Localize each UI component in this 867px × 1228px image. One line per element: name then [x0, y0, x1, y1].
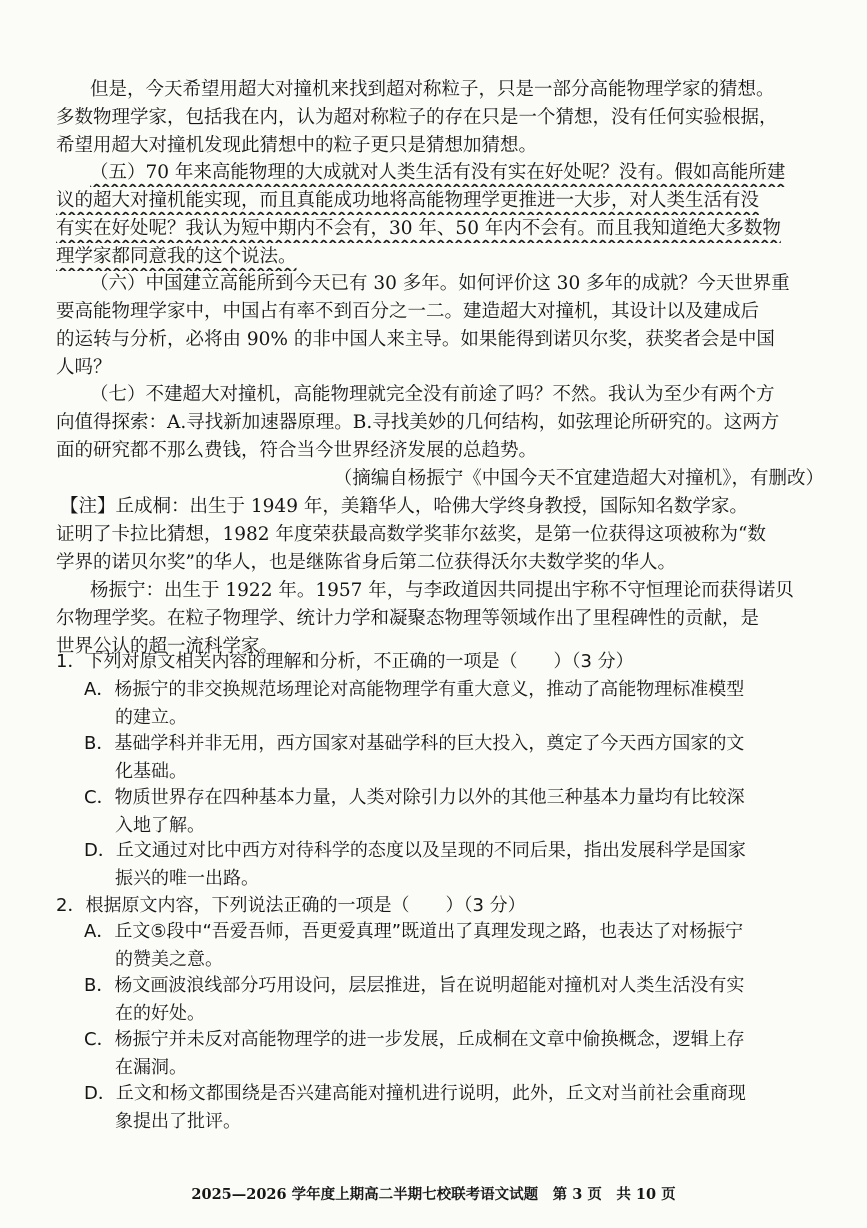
q2-option-d-cont: 象提出了批评。 [115, 1111, 241, 1132]
q2-option-a-cont: 的赞美之意。 [115, 949, 223, 970]
page-footer: 2025—2026 学年度上期高二半期七校联考语文试题 第 3 页 共 10 页 [191, 1186, 676, 1203]
note-line: 尔物理学奖。在粒子物理学、统计力学和凝聚态物理等领域作出了里程碑性的贡献，是 [56, 608, 760, 629]
question-2-stem: 2．根据原文内容，下列说法正确的一项是（ ）（3 分） [56, 895, 526, 916]
question-1-stem: 1．下列对原文相关内容的理解和分析，不正确的一项是（ ）（3 分） [56, 651, 634, 672]
q1-option-b-cont: 化基础。 [115, 761, 187, 782]
paragraph-line: 希望用超大对撞机发现此猜想中的粒子更只是猜想加猜想。 [56, 135, 538, 156]
q1-option-c-cont: 入地了解。 [115, 815, 205, 836]
paragraph-line: 向值得探索：A.寻找新加速器原理。B.寻找美妙的几何结构，如弦理论所研究的。这两方 [56, 412, 780, 433]
q2-option-c-cont: 在漏洞。 [115, 1057, 187, 1078]
q2-option-a: A．丘文⑤段中“吾爱吾师，吾更爱真理”既道出了真理发现之路，也表达了对杨振宁 [84, 921, 744, 942]
paragraph-line: 的运转与分析，必将由 90% 的非中国人来主导。如果能得到诺贝尔奖，获奖者会是中国 [56, 329, 775, 350]
wavy-underlined-line: 议的超大对撞机能实现，而且真能成功地将高能物理学更推进一大步，对人类生活有没 [56, 190, 760, 211]
q1-option-a-cont: 的建立。 [115, 707, 187, 728]
note-line: 【注】丘成桐：出生于 1949 年，美籍华人，哈佛大学终身教授，国际知名数学家。 [60, 496, 748, 517]
q2-option-d: D．丘文和杨文都围绕是否兴建高能对撞机进行说明，此外，丘文对当前社会重商现 [84, 1083, 746, 1104]
q2-option-b-cont: 在的好处。 [115, 1003, 205, 1024]
wavy-underlined-line: （五）70 年来高能物理的大成就对人类生活有没有实在好处呢？没有。假如高能所建 [90, 162, 786, 183]
note-line: 证明了卡拉比猜想，1982 年度荣获最高数学奖菲尔兹奖，是第一位获得这项被称为“数 [56, 524, 766, 545]
wavy-underlined-line: 理学家都同意我的这个说法。 [56, 246, 297, 267]
wavy-underlined-line: 有实在好处呢？我认为短中期内不会有，30 年、50 年内不会有。而且我知道绝大多数物 [56, 218, 781, 239]
paragraph-line: （六）中国建立高能所到今天已有 30 多年。如何评价这 30 多年的成就？今天世界重 [90, 273, 790, 294]
note-line: 杨振宁：出生于 1922 年。1957 年，与李政道因共同提出宇称不守恒理论而获得诺贝 [90, 580, 794, 601]
note-line: 学界的诺贝尔奖”的华人，也是继陈省身后第二位获得沃尔夫数学奖的华人。 [56, 552, 676, 573]
q2-option-c: C．杨振宁并未反对高能物理学的进一步发展，丘成桐在文章中偷换概念，逻辑上存 [84, 1029, 745, 1050]
q1-option-c: C．物质世界存在四种基本力量，人类对除引力以外的其他三种基本力量均有比较深 [84, 787, 745, 808]
note-line: 世界公认的超一流科学家。 [56, 636, 279, 657]
paragraph-line: 要高能物理学家中，中国占有率不到百分之一二。建造超大对撞机，其设计以及建成后 [56, 301, 760, 322]
paragraph-line: 人吗？ [56, 357, 112, 378]
paragraph-line: 但是，今天希望用超大对撞机来找到超对称粒子，只是一部分高能物理学家的猜想。 [90, 79, 775, 100]
q1-option-d: D．丘文通过对比中西方对待科学的态度以及呈现的不同后果，指出发展科学是国家 [84, 840, 746, 861]
paragraph-line: 多数物理学家，包括我在内，认为超对称粒子的存在只是一个猜想，没有任何实验根据， [56, 107, 778, 128]
q1-option-d-cont: 振兴的唯一出路。 [115, 868, 259, 889]
q1-option-b: B．基础学科并非无用，西方国家对基础学科的巨大投入，奠定了今天西方国家的文 [84, 733, 745, 754]
q1-option-a: A．杨振宁的非交换规范场理论对高能物理学有重大意义，推动了高能物理标准模型 [84, 679, 745, 700]
paragraph-line: 面的研究都不那么费钱，符合当今世界经济发展的总趋势。 [56, 440, 538, 461]
source-citation: （摘编自杨振宁《中国今天不宜建造超大对撞机》，有删改） [333, 468, 824, 489]
q2-option-b: B．杨文画波浪线部分巧用设问，层层推进，旨在说明超能对撞机对人类生活没有实 [84, 975, 745, 996]
paragraph-line: （七）不建超大对撞机，高能物理就完全没有前途了吗？不然。我认为至少有两个方 [90, 384, 775, 405]
